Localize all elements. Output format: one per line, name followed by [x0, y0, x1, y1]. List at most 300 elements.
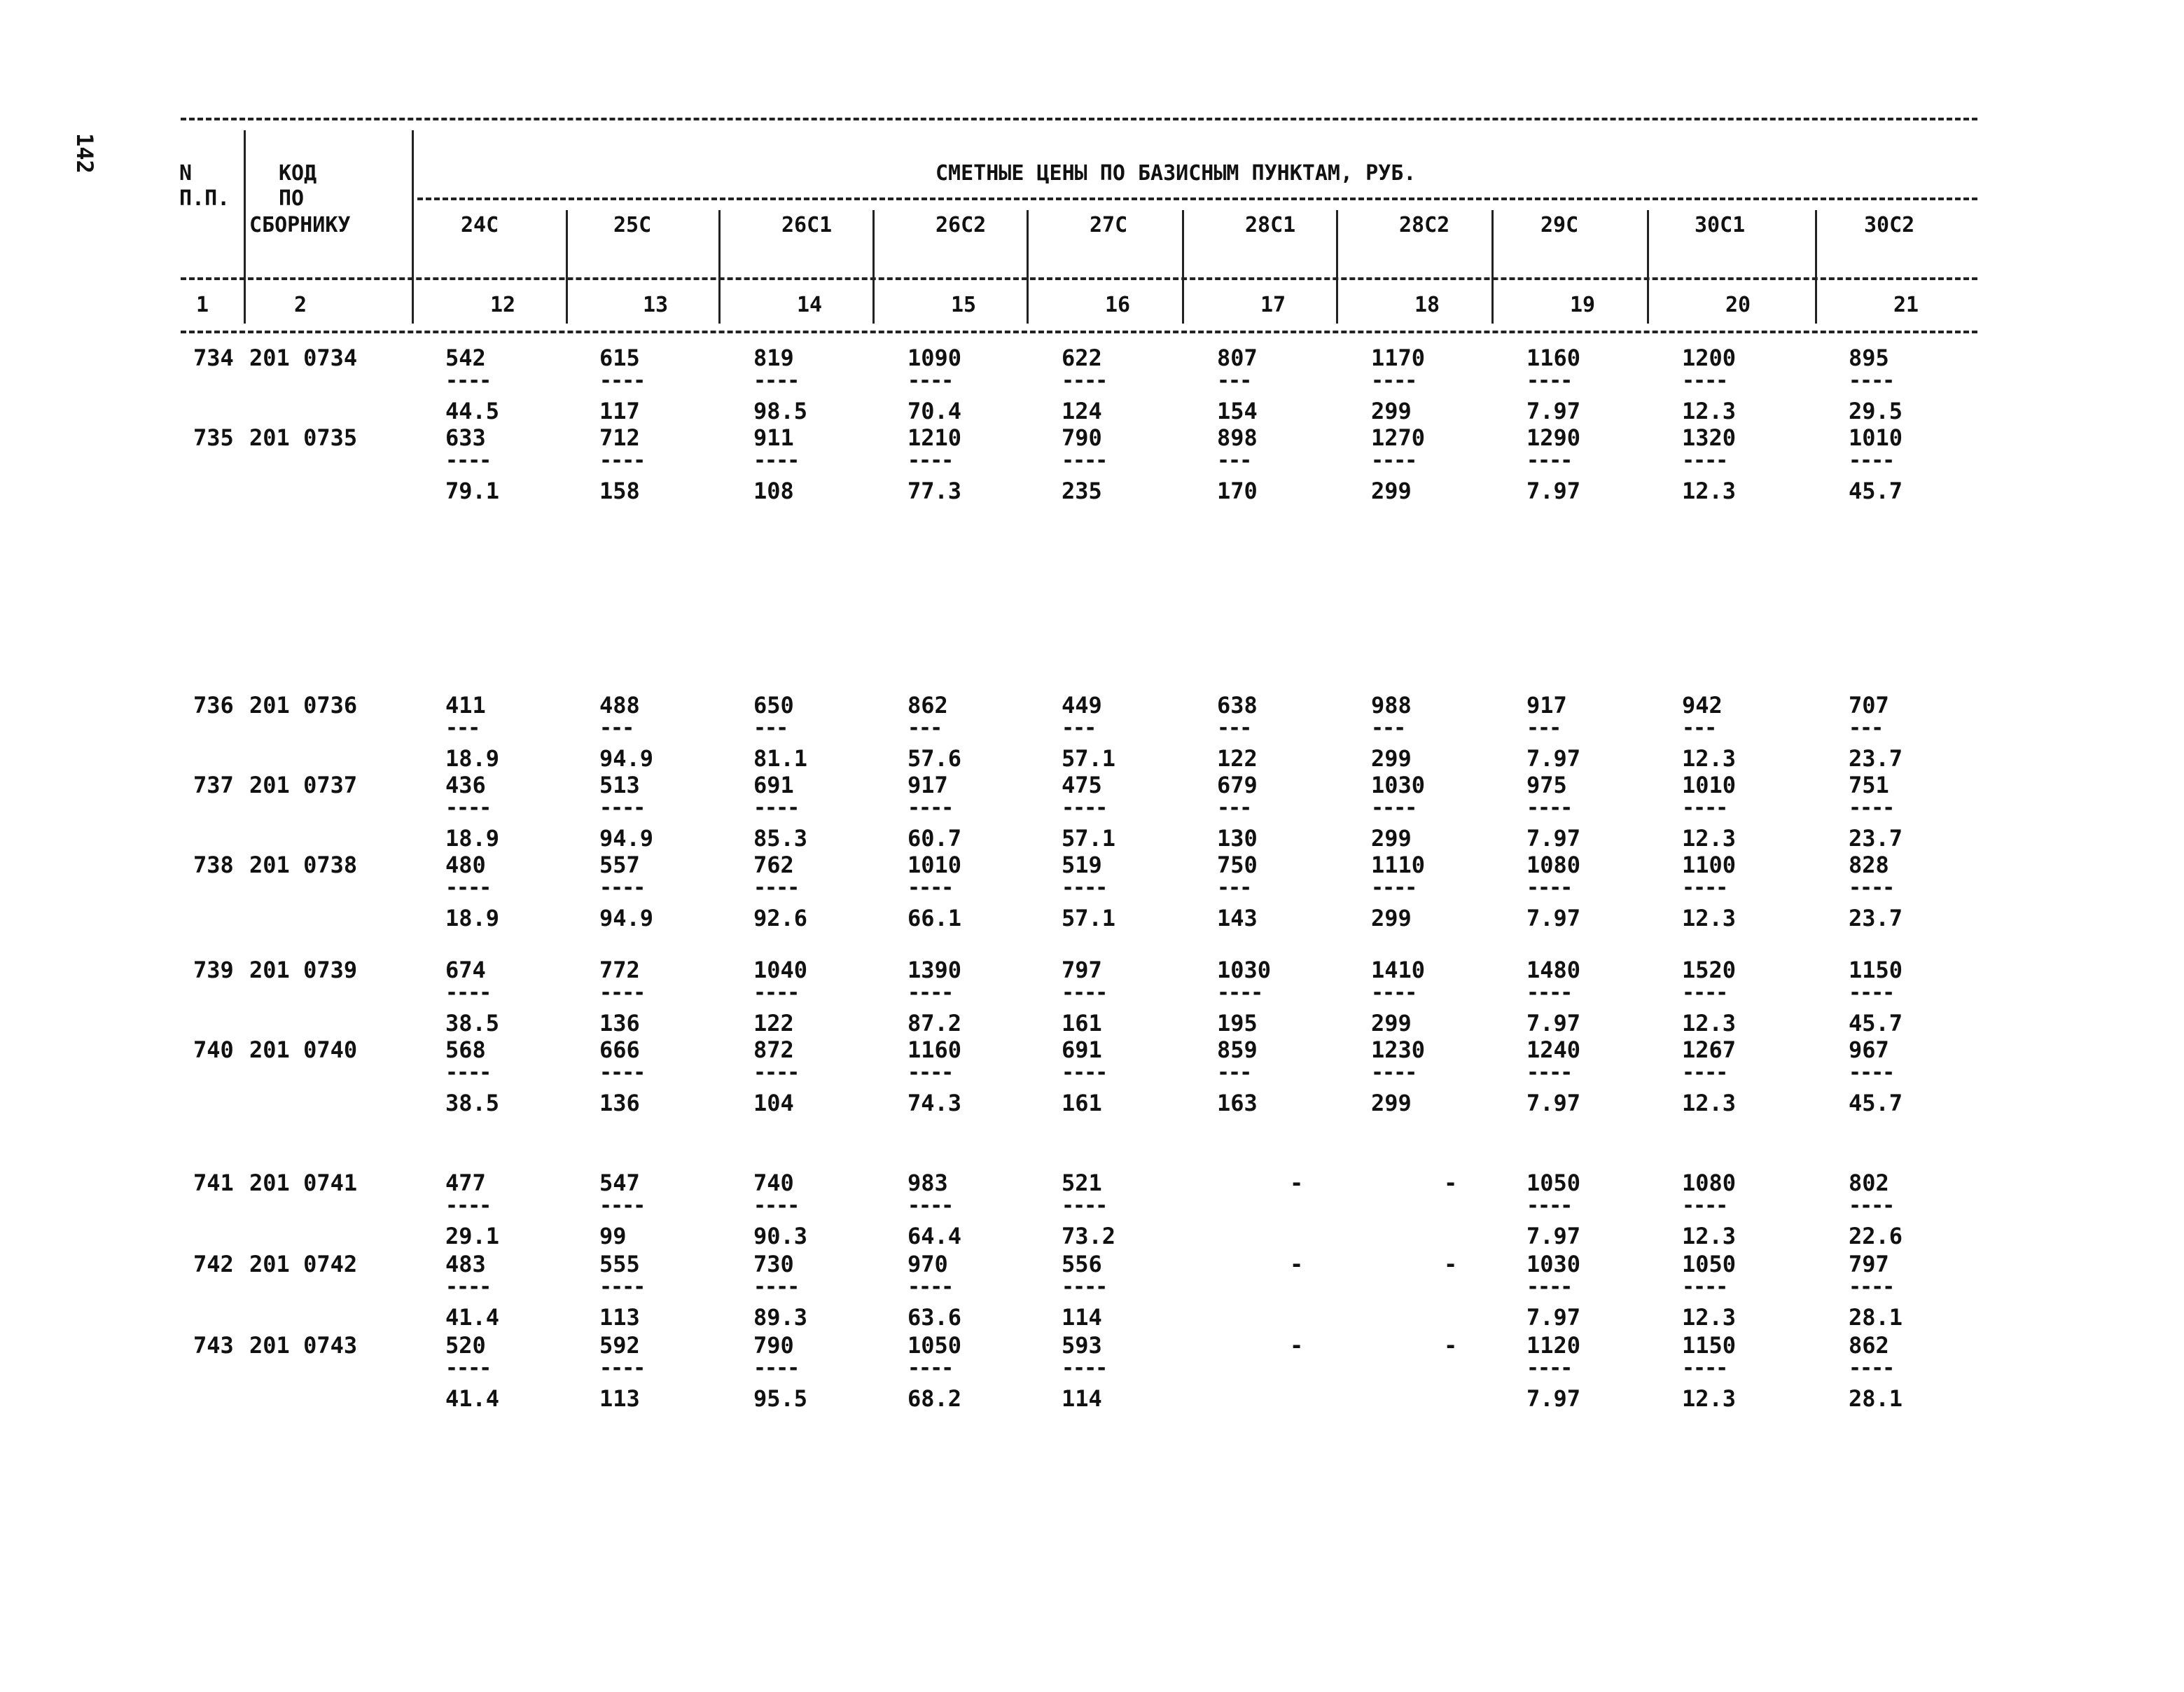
price-secondary: 99 — [599, 1223, 627, 1249]
price-value: 1100 — [1682, 852, 1737, 878]
fraction-line: ---- — [1849, 448, 1894, 473]
price-secondary: 7.97 — [1526, 905, 1581, 931]
fraction-line: ---- — [1371, 1060, 1417, 1085]
price-secondary: 92.6 — [753, 905, 808, 931]
price-value: 1030 — [1371, 772, 1426, 798]
price-value: 819 — [753, 345, 794, 371]
price-secondary: 77.3 — [907, 478, 962, 504]
fraction-line: ---- — [1062, 796, 1107, 820]
row-code: 201 0735 — [249, 424, 358, 451]
price-value: 797 — [1849, 1251, 1889, 1277]
row-code: 201 0737 — [249, 772, 358, 798]
price-value: 1170 — [1371, 345, 1426, 371]
page-number: 142 — [71, 133, 98, 174]
price-value: 555 — [599, 1251, 640, 1277]
price-value: 942 — [1682, 692, 1723, 719]
price-value: 615 — [599, 345, 640, 371]
fraction-line: ---- — [907, 1275, 953, 1299]
header-code-line1: КОД — [279, 161, 317, 186]
price-secondary: 122 — [1217, 745, 1258, 772]
fraction-line: ---- — [1849, 875, 1894, 900]
fraction-line: ---- — [1217, 980, 1263, 1005]
price-secondary: 299 — [1371, 825, 1412, 852]
price-value: 480 — [445, 852, 486, 878]
price-value: 1150 — [1682, 1332, 1737, 1359]
price-secondary: 154 — [1217, 398, 1258, 424]
point-header: 30С2 — [1864, 213, 1915, 237]
fraction-line: ---- — [1682, 1356, 1727, 1380]
fraction-line: --- — [1526, 716, 1561, 740]
price-secondary: 108 — [753, 478, 794, 504]
fraction-line: --- — [445, 716, 480, 740]
price-value: 1050 — [907, 1332, 962, 1359]
col-sep-3 — [566, 210, 568, 324]
price-secondary: 114 — [1062, 1304, 1102, 1331]
price-secondary: 57.1 — [1062, 745, 1116, 772]
price-secondary: 23.7 — [1849, 745, 1903, 772]
price-value: 772 — [599, 957, 640, 983]
price-value: 712 — [599, 424, 640, 451]
price-value: 1090 — [907, 345, 962, 371]
price-secondary: 41.4 — [445, 1385, 500, 1412]
fraction-line: ---- — [1849, 1060, 1894, 1085]
price-value: 521 — [1062, 1170, 1102, 1196]
fraction-line: ---- — [445, 875, 491, 900]
price-secondary: 299 — [1371, 1010, 1412, 1036]
fraction-line: ---- — [753, 448, 799, 473]
price-secondary: 7.97 — [1526, 398, 1581, 424]
price-secondary: 170 — [1217, 478, 1258, 504]
col-sep-6 — [1027, 210, 1029, 324]
point-header: 26С2 — [935, 213, 987, 237]
header-bottom-rule — [181, 331, 1977, 333]
price-value: 1080 — [1526, 852, 1581, 878]
price-value: 983 — [907, 1170, 948, 1196]
header-npp-n: N — [179, 161, 193, 186]
price-value: 1410 — [1371, 957, 1426, 983]
price-secondary: 18.9 — [445, 825, 500, 852]
price-value: 1240 — [1526, 1036, 1581, 1063]
price-value: 519 — [1062, 852, 1102, 878]
fraction-line: ---- — [753, 875, 799, 900]
price-secondary: 7.97 — [1526, 1090, 1581, 1116]
fraction-line: --- — [1217, 716, 1251, 740]
price-value: 862 — [907, 692, 948, 719]
fraction-line: ---- — [1849, 980, 1894, 1005]
price-secondary: 195 — [1217, 1010, 1258, 1036]
price-secondary: 23.7 — [1849, 905, 1903, 931]
col-sep-10 — [1647, 210, 1649, 324]
fraction-line: ---- — [599, 448, 645, 473]
price-secondary: 87.2 — [907, 1010, 962, 1036]
price-value: 859 — [1217, 1036, 1258, 1063]
price-secondary: 70.4 — [907, 398, 962, 424]
price-secondary: 124 — [1062, 398, 1102, 424]
fraction-line: ---- — [1849, 796, 1894, 820]
point-header: 28С1 — [1245, 213, 1296, 237]
fraction-line: ---- — [1371, 980, 1417, 1005]
column-number: 14 — [797, 293, 823, 317]
fraction-line: ---- — [445, 1193, 491, 1218]
price-secondary: 44.5 — [445, 398, 500, 424]
price-value: 436 — [445, 772, 486, 798]
col-sep-8 — [1336, 210, 1338, 324]
header-code-line3: СБОРНИКУ — [249, 213, 351, 237]
price-value: 542 — [445, 345, 486, 371]
price-secondary: 57.1 — [1062, 825, 1116, 852]
row-number: 736 — [193, 692, 234, 719]
fraction-line: ---- — [753, 368, 799, 393]
fraction-line: --- — [1217, 1060, 1251, 1085]
price-secondary: 299 — [1371, 1090, 1412, 1116]
price-secondary: 12.3 — [1682, 1304, 1737, 1331]
price-secondary: 29.5 — [1849, 398, 1903, 424]
price-value: 513 — [599, 772, 640, 798]
price-value: - — [1444, 1251, 1458, 1277]
price-value: - — [1444, 1332, 1458, 1359]
fraction-line: ---- — [445, 448, 491, 473]
fraction-line: ---- — [1371, 368, 1417, 393]
point-header: 28С2 — [1399, 213, 1450, 237]
fraction-line: ---- — [599, 1275, 645, 1299]
price-secondary: 68.2 — [907, 1385, 962, 1412]
row-code: 201 0742 — [249, 1251, 358, 1277]
point-header: 29С — [1540, 213, 1579, 237]
fraction-line: ---- — [1062, 448, 1107, 473]
row-number: 737 — [193, 772, 234, 798]
price-secondary: 38.5 — [445, 1090, 500, 1116]
fraction-line: ---- — [1849, 1193, 1894, 1218]
price-value: 807 — [1217, 345, 1258, 371]
price-secondary: 12.3 — [1682, 398, 1737, 424]
price-value: 650 — [753, 692, 794, 719]
price-value: 488 — [599, 692, 640, 719]
price-secondary: 7.97 — [1526, 1010, 1581, 1036]
fraction-line: --- — [1217, 796, 1251, 820]
fraction-line: ---- — [1062, 368, 1107, 393]
price-secondary: 90.3 — [753, 1223, 808, 1249]
price-value: 691 — [1062, 1036, 1102, 1063]
fraction-line: ---- — [599, 368, 645, 393]
fraction-line: --- — [1062, 716, 1096, 740]
row-code: 201 0740 — [249, 1036, 358, 1063]
row-code: 201 0739 — [249, 957, 358, 983]
price-value: 917 — [907, 772, 948, 798]
fraction-line: --- — [1217, 875, 1251, 900]
price-value: 1040 — [753, 957, 808, 983]
price-value: 1290 — [1526, 424, 1581, 451]
price-value: 1160 — [907, 1036, 962, 1063]
price-value: - — [1290, 1170, 1304, 1196]
price-secondary: 12.3 — [1682, 745, 1737, 772]
fraction-line: ---- — [1849, 1275, 1894, 1299]
price-value: 1050 — [1526, 1170, 1581, 1196]
fraction-line: ---- — [445, 980, 491, 1005]
price-secondary: 7.97 — [1526, 478, 1581, 504]
point-header: 25С — [613, 213, 652, 237]
price-value: 911 — [753, 424, 794, 451]
column-number: 19 — [1570, 293, 1596, 317]
price-secondary: 12.3 — [1682, 1223, 1737, 1249]
price-value: 592 — [599, 1332, 640, 1359]
column-number: 16 — [1105, 293, 1131, 317]
price-value: 988 — [1371, 692, 1412, 719]
fraction-line: ---- — [1371, 448, 1417, 473]
price-value: 762 — [753, 852, 794, 878]
price-secondary: 12.3 — [1682, 825, 1737, 852]
fraction-line: ---- — [445, 368, 491, 393]
fraction-line: ---- — [1849, 368, 1894, 393]
fraction-line: ---- — [753, 1275, 799, 1299]
price-secondary: 7.97 — [1526, 825, 1581, 852]
price-value: 679 — [1217, 772, 1258, 798]
price-value: 520 — [445, 1332, 486, 1359]
col-sep-1 — [244, 130, 246, 324]
point-header: 26С1 — [781, 213, 833, 237]
fraction-line: --- — [1849, 716, 1883, 740]
price-value: 790 — [753, 1332, 794, 1359]
fraction-line: ---- — [1062, 1193, 1107, 1218]
price-secondary: 7.97 — [1526, 1304, 1581, 1331]
price-value: 1210 — [907, 424, 962, 451]
price-value: 1230 — [1371, 1036, 1426, 1063]
fraction-line: ---- — [1371, 796, 1417, 820]
fraction-line: ---- — [1526, 1193, 1572, 1218]
fraction-line: ---- — [907, 1356, 953, 1380]
price-value: 1110 — [1371, 852, 1426, 878]
fraction-line: ---- — [753, 980, 799, 1005]
point-header: 30С1 — [1695, 213, 1746, 237]
fraction-line: ---- — [599, 875, 645, 900]
price-value: 895 — [1849, 345, 1889, 371]
fraction-line: ---- — [753, 796, 799, 820]
price-value: - — [1444, 1170, 1458, 1196]
price-value: 1320 — [1682, 424, 1737, 451]
price-value: 707 — [1849, 692, 1889, 719]
fraction-line: ---- — [1682, 448, 1727, 473]
fraction-line: --- — [1217, 448, 1251, 473]
price-value: 967 — [1849, 1036, 1889, 1063]
price-value: 898 — [1217, 424, 1258, 451]
fraction-line: ---- — [599, 1356, 645, 1380]
price-secondary: 94.9 — [599, 905, 654, 931]
price-value: 1480 — [1526, 957, 1581, 983]
fraction-line: ---- — [1062, 1275, 1107, 1299]
fraction-line: ---- — [445, 1356, 491, 1380]
price-secondary: 63.6 — [907, 1304, 962, 1331]
price-value: 750 — [1217, 852, 1258, 878]
fraction-line: ---- — [599, 796, 645, 820]
price-value: 1120 — [1526, 1332, 1581, 1359]
fraction-line: ---- — [1682, 1193, 1727, 1218]
fraction-line: ---- — [907, 980, 953, 1005]
price-value: 1390 — [907, 957, 962, 983]
price-secondary: 299 — [1371, 478, 1412, 504]
fraction-line: ---- — [599, 1060, 645, 1085]
fraction-line: ---- — [1526, 980, 1572, 1005]
col-sep-4 — [718, 210, 721, 324]
price-value: 674 — [445, 957, 486, 983]
fraction-line: ---- — [1526, 875, 1572, 900]
price-secondary: 161 — [1062, 1090, 1102, 1116]
price-value: 475 — [1062, 772, 1102, 798]
price-secondary: 235 — [1062, 478, 1102, 504]
price-value: 802 — [1849, 1170, 1889, 1196]
row-number: 739 — [193, 957, 234, 983]
price-secondary: 64.4 — [907, 1223, 962, 1249]
fraction-line: ---- — [1682, 796, 1727, 820]
fraction-line: --- — [1217, 368, 1251, 393]
fraction-line: ---- — [1849, 1356, 1894, 1380]
price-value: 556 — [1062, 1251, 1102, 1277]
price-secondary: 29.1 — [445, 1223, 500, 1249]
price-value: 797 — [1062, 957, 1102, 983]
price-secondary: 161 — [1062, 1010, 1102, 1036]
price-value: 666 — [599, 1036, 640, 1063]
fraction-line: ---- — [1526, 1275, 1572, 1299]
price-secondary: 12.3 — [1682, 478, 1737, 504]
price-secondary: 143 — [1217, 905, 1258, 931]
price-value: 917 — [1526, 692, 1567, 719]
fraction-line: ---- — [1062, 980, 1107, 1005]
price-secondary: 23.7 — [1849, 825, 1903, 852]
price-secondary: 163 — [1217, 1090, 1258, 1116]
price-secondary: 66.1 — [907, 905, 962, 931]
header-code-line2: ПО — [279, 186, 305, 211]
row-code: 201 0738 — [249, 852, 358, 878]
point-header: 24С — [461, 213, 499, 237]
price-value: - — [1290, 1332, 1304, 1359]
price-secondary: 113 — [599, 1385, 640, 1412]
price-value: - — [1290, 1251, 1304, 1277]
price-secondary: 98.5 — [753, 398, 808, 424]
fraction-line: ---- — [907, 796, 953, 820]
price-secondary: 117 — [599, 398, 640, 424]
header-npp-pp: П.П. — [179, 186, 230, 211]
price-value: 638 — [1217, 692, 1258, 719]
fraction-line: --- — [907, 716, 942, 740]
fraction-line: ---- — [1526, 796, 1572, 820]
fraction-line: ---- — [1371, 875, 1417, 900]
row-number: 740 — [193, 1036, 234, 1063]
fraction-line: ---- — [907, 1060, 953, 1085]
price-secondary: 45.7 — [1849, 478, 1903, 504]
fraction-line: ---- — [1526, 1060, 1572, 1085]
price-value: 691 — [753, 772, 794, 798]
price-secondary: 299 — [1371, 905, 1412, 931]
price-value: 477 — [445, 1170, 486, 1196]
column-number: 18 — [1414, 293, 1440, 317]
fraction-line: --- — [1371, 716, 1405, 740]
fraction-line: --- — [599, 716, 634, 740]
price-value: 483 — [445, 1251, 486, 1277]
price-value: 975 — [1526, 772, 1567, 798]
col-sep-5 — [872, 210, 875, 324]
row-number: 734 — [193, 345, 234, 371]
row-code: 201 0743 — [249, 1332, 358, 1359]
fraction-line: ---- — [907, 448, 953, 473]
price-value: 970 — [907, 1251, 948, 1277]
fraction-line: ---- — [907, 875, 953, 900]
price-secondary: 12.3 — [1682, 905, 1737, 931]
price-secondary: 114 — [1062, 1385, 1102, 1412]
price-secondary: 12.3 — [1682, 1385, 1737, 1412]
price-secondary: 136 — [599, 1010, 640, 1036]
price-secondary: 7.97 — [1526, 745, 1581, 772]
price-value: 1030 — [1217, 957, 1272, 983]
price-value: 1010 — [1682, 772, 1737, 798]
header-mid-rule — [417, 197, 1977, 200]
price-secondary: 12.3 — [1682, 1090, 1737, 1116]
row-code: 201 0736 — [249, 692, 358, 719]
fraction-line: ---- — [599, 1193, 645, 1218]
price-secondary: 299 — [1371, 398, 1412, 424]
price-secondary: 41.4 — [445, 1304, 500, 1331]
fraction-line: ---- — [753, 1356, 799, 1380]
price-secondary: 104 — [753, 1090, 794, 1116]
fraction-line: ---- — [753, 1193, 799, 1218]
col-sep-11 — [1815, 210, 1817, 324]
price-secondary: 7.97 — [1526, 1223, 1581, 1249]
price-value: 790 — [1062, 424, 1102, 451]
price-secondary: 81.1 — [753, 745, 808, 772]
fraction-line: ---- — [1682, 980, 1727, 1005]
price-secondary: 28.1 — [1849, 1304, 1903, 1331]
price-value: 1270 — [1371, 424, 1426, 451]
prices-title: СМЕТНЫЕ ЦЕНЫ ПО БАЗИСНЫМ ПУНКТАМ, РУБ. — [935, 161, 1417, 186]
column-number: 17 — [1260, 293, 1286, 317]
fraction-line: ---- — [1526, 448, 1572, 473]
row-code: 201 0741 — [249, 1170, 358, 1196]
price-value: 1010 — [1849, 424, 1903, 451]
row-code: 201 0734 — [249, 345, 358, 371]
price-value: 730 — [753, 1251, 794, 1277]
price-value: 449 — [1062, 692, 1102, 719]
price-secondary: 89.3 — [753, 1304, 808, 1331]
row-number: 738 — [193, 852, 234, 878]
fraction-line: ---- — [1062, 875, 1107, 900]
price-secondary: 136 — [599, 1090, 640, 1116]
price-secondary: 130 — [1217, 825, 1258, 852]
row-number: 735 — [193, 424, 234, 451]
header-top-rule — [181, 118, 1977, 120]
fraction-line: ---- — [445, 1275, 491, 1299]
price-secondary: 45.7 — [1849, 1090, 1903, 1116]
point-header: 27С — [1090, 213, 1128, 237]
price-value: 751 — [1849, 772, 1889, 798]
price-value: 828 — [1849, 852, 1889, 878]
column-number: 15 — [951, 293, 977, 317]
row-number: 743 — [193, 1332, 234, 1359]
price-secondary: 60.7 — [907, 825, 962, 852]
price-value: 633 — [445, 424, 486, 451]
price-value: 1150 — [1849, 957, 1903, 983]
row-number: 741 — [193, 1170, 234, 1196]
price-secondary: 299 — [1371, 745, 1412, 772]
column-number: 12 — [490, 293, 516, 317]
price-value: 1030 — [1526, 1251, 1581, 1277]
price-secondary: 12.3 — [1682, 1010, 1737, 1036]
price-value: 568 — [445, 1036, 486, 1063]
fraction-line: ---- — [1682, 875, 1727, 900]
price-value: 872 — [753, 1036, 794, 1063]
price-value: 862 — [1849, 1332, 1889, 1359]
price-value: 622 — [1062, 345, 1102, 371]
price-secondary: 57.1 — [1062, 905, 1116, 931]
price-secondary: 94.9 — [599, 745, 654, 772]
row-number: 742 — [193, 1251, 234, 1277]
price-value: 1267 — [1682, 1036, 1737, 1063]
